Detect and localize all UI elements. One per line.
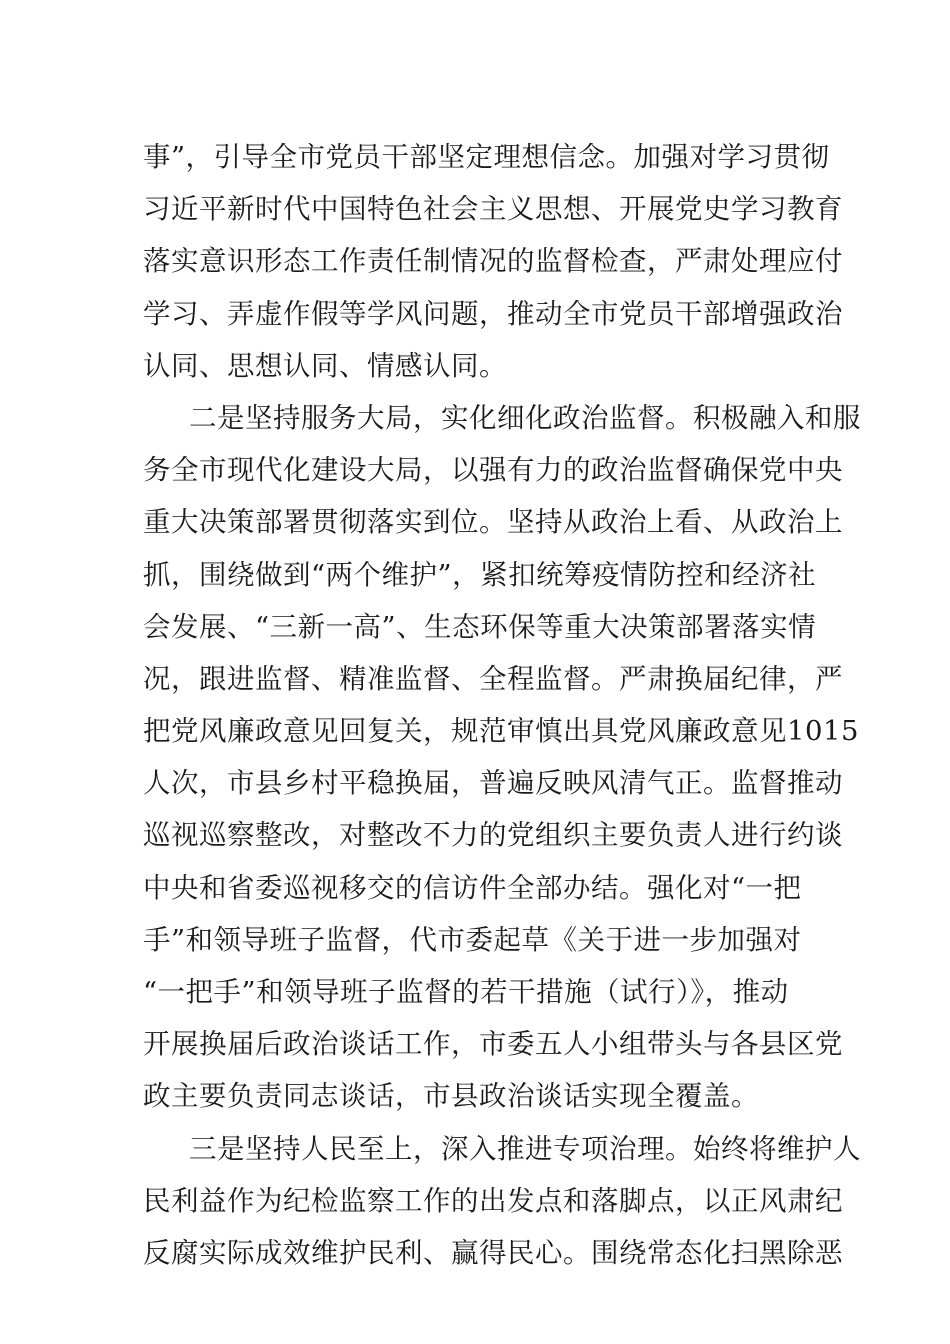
text-line: 会发展、“三新一高”、生态环保等重大决策部署落实情 [143,610,817,643]
text-line: 学习、弄虚作假等学风问题，推动全市党员干部增强政治 [143,297,843,330]
text-line: 反腐实际成效维护民利、赢得民心。围绕常态化扫黑除恶 [143,1236,843,1269]
document-body [143,131,861,1279]
text-line: 事”，引导全市党员干部坚定理想信念。加强对学习贯彻 [143,141,830,173]
text-line: 重大决策部署贯彻落实到位。坚持从政治上看、从政治上 [143,506,843,539]
text-line: 况，跟进监督、精准监督、全程监督。严肃换届纪律，严 [143,662,843,695]
text-line: 手”和领导班子监督，代市委起草《关于进一步加强对 [143,923,802,956]
text-line: 中央和省委巡视移交的信访件全部办结。强化对“一把 [143,871,802,904]
text-line: 认同、思想认同、情感认同。 [143,349,507,382]
text-line: 抓，围绕做到“两个维护”，紧扣统筹疫情防控和经济社 [143,558,817,591]
paragraph-start-line: 二是坚持服务大局，实化细化政治监督。积极融入和服 [189,401,861,434]
text-line: 开展换届后政治谈话工作，市委五人小组带头与各县区党 [143,1028,843,1061]
text-line: 把党风廉政意见回复关，规范审慎出具党风廉政意见1015 [143,715,859,748]
text-line: 务全市现代化建设大局，以强有力的政治监督确保党中央 [143,454,843,487]
text-line: 民利益作为纪检监察工作的出发点和落脚点，以正风肃纪 [143,1184,843,1217]
text-line: 落实意识形态工作责任制情况的监督检查，严肃处理应付 [143,245,843,278]
text-line: 习近平新时代中国特色社会主义思想、开展党史学习教育 [143,193,843,226]
text-line: 人次，市县乡村平稳换届，普遍反映风清气正。监督推动 [143,767,843,800]
text-line: 巡视巡察整改，对整改不力的党组织主要负责人进行约谈 [143,819,843,852]
paragraph-start-line: 三是坚持人民至上，深入推进专项治理。始终将维护人 [189,1132,861,1165]
text-line: “一把手”和领导班子监督的若干措施（试行）》，推动 [143,976,789,1008]
text-line: 政主要负责同志谈话，市县政治谈话实现全覆盖。 [143,1080,759,1113]
